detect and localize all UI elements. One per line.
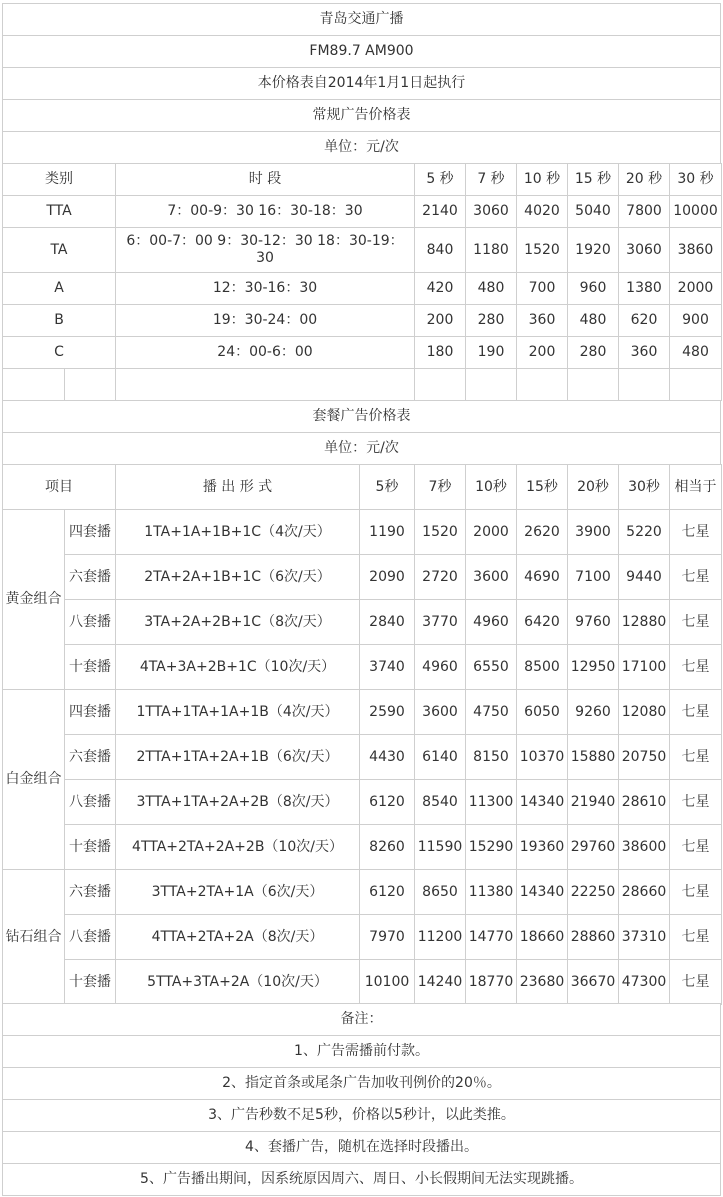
package-row-equivalent: 七星 (669, 689, 722, 735)
package-row-price: 47300 (618, 959, 670, 1005)
package-row-price: 2720 (414, 554, 466, 600)
regular-row-price: 5040 (567, 195, 619, 228)
package-row-price: 7100 (567, 554, 619, 600)
package-row-price: 14770 (465, 914, 517, 960)
package-row-format: 3TTA+2TA+1A（6次/天） (115, 869, 360, 915)
regular-row-price: 4020 (516, 195, 568, 228)
header-10s: 10 秒 (516, 163, 568, 196)
empty-cell (669, 368, 722, 401)
regular-row-price: 1380 (618, 272, 670, 305)
header-equivalent: 相当于 (669, 464, 722, 510)
package-row-price: 14340 (516, 869, 568, 915)
package-row-equivalent: 七星 (669, 599, 722, 645)
package-row-price: 20750 (618, 734, 670, 780)
package-row-format: 4TTA+2TA+2A+2B（10次/天） (115, 824, 360, 870)
header-time: 时 段 (115, 163, 415, 196)
package-group-name: 钻石组合 (2, 869, 65, 1005)
package-row-price: 12950 (567, 644, 619, 690)
regular-row-category: C (2, 336, 116, 369)
regular-row-price: 3060 (465, 195, 517, 228)
package-row-price: 6050 (516, 689, 568, 735)
regular-table-title: 常规广告价格表 (2, 99, 721, 132)
package-row-price: 3770 (414, 599, 466, 645)
package-row-format: 2TTA+1TA+2A+1B（6次/天） (115, 734, 360, 780)
package-row-price: 4960 (414, 644, 466, 690)
header-20s: 20 秒 (618, 163, 670, 196)
header-7s: 7秒 (414, 464, 466, 510)
package-row-price: 7970 (359, 914, 415, 960)
package-row-price: 8540 (414, 779, 466, 825)
package-row-price: 8650 (414, 869, 466, 915)
package-row-format: 1TTA+1TA+1A+1B（4次/天） (115, 689, 360, 735)
regular-table-unit: 单位：元/次 (2, 131, 721, 164)
package-table-unit: 单位：元/次 (2, 432, 721, 465)
note-item: 4、套播广告，随机在选择时段播出。 (2, 1131, 721, 1164)
package-row-price: 29760 (567, 824, 619, 870)
package-row-price: 37310 (618, 914, 670, 960)
package-row-price: 2000 (465, 509, 517, 555)
package-row-price: 19360 (516, 824, 568, 870)
regular-row-price: 360 (516, 304, 568, 337)
package-row-price: 22250 (567, 869, 619, 915)
package-row-equivalent: 七星 (669, 509, 722, 555)
package-row-format: 4TA+3A+2B+1C（10次/天） (115, 644, 360, 690)
package-row-price: 5220 (618, 509, 670, 555)
notes-title: 备注： (2, 1003, 721, 1036)
regular-row-price: 2000 (669, 272, 722, 305)
package-row-price: 3740 (359, 644, 415, 690)
package-row-price: 11300 (465, 779, 517, 825)
package-row-price: 8260 (359, 824, 415, 870)
package-row-price: 9260 (567, 689, 619, 735)
package-row-price: 11590 (414, 824, 466, 870)
header-item: 项目 (2, 464, 116, 510)
regular-row-time: 19：30-24：00 (115, 304, 415, 337)
header-30s: 30 秒 (669, 163, 722, 196)
package-row-equivalent: 七星 (669, 869, 722, 915)
package-row-price: 1190 (359, 509, 415, 555)
package-row-equivalent: 七星 (669, 824, 722, 870)
note-item: 3、广告秒数不足5秒，价格以5秒计，以此类推。 (2, 1099, 721, 1132)
regular-row-time: 24：00-6：00 (115, 336, 415, 369)
package-table-title: 套餐广告价格表 (2, 400, 721, 433)
package-row-type: 八套播 (64, 599, 116, 645)
package-row-price: 8150 (465, 734, 517, 780)
package-row-price: 6420 (516, 599, 568, 645)
header-30s: 30秒 (618, 464, 670, 510)
package-row-price: 10100 (359, 959, 415, 1005)
regular-row-price: 200 (516, 336, 568, 369)
frequency: FM89.7 AM900 (2, 35, 721, 68)
regular-row-time: 12：30-16：30 (115, 272, 415, 305)
package-row-equivalent: 七星 (669, 914, 722, 960)
package-row-price: 9760 (567, 599, 619, 645)
regular-row-time: 7：00-9：30 16：30-18：30 (115, 195, 415, 228)
note-item: 2、指定首条或尾条广告加收刊例价的20％。 (2, 1067, 721, 1100)
package-row-price: 12080 (618, 689, 670, 735)
package-row-price: 12880 (618, 599, 670, 645)
empty-cell (64, 368, 116, 401)
empty-cell (618, 368, 670, 401)
package-row-price: 11200 (414, 914, 466, 960)
package-row-price: 38600 (618, 824, 670, 870)
header-5s: 5 秒 (414, 163, 466, 196)
package-row-format: 3TA+2A+2B+1C（8次/天） (115, 599, 360, 645)
package-row-price: 18770 (465, 959, 517, 1005)
header-category: 类别 (2, 163, 116, 196)
package-row-type: 十套播 (64, 959, 116, 1005)
regular-row-price: 7800 (618, 195, 670, 228)
empty-cell (414, 368, 466, 401)
header-15s: 15秒 (516, 464, 568, 510)
package-row-equivalent: 七星 (669, 959, 722, 1005)
package-row-price: 2090 (359, 554, 415, 600)
regular-row-price: 3860 (669, 227, 722, 273)
package-row-price: 6140 (414, 734, 466, 780)
regular-row-category: TA (2, 227, 116, 273)
package-row-price: 4750 (465, 689, 517, 735)
regular-row-price: 1520 (516, 227, 568, 273)
package-row-price: 10370 (516, 734, 568, 780)
package-row-equivalent: 七星 (669, 554, 722, 600)
empty-cell (2, 368, 65, 401)
package-row-price: 3900 (567, 509, 619, 555)
package-row-format: 3TTA+1TA+2A+2B（8次/天） (115, 779, 360, 825)
empty-cell (115, 368, 415, 401)
regular-row-price: 10000 (669, 195, 722, 228)
package-row-type: 十套播 (64, 824, 116, 870)
package-row-price: 14340 (516, 779, 568, 825)
header-15s: 15 秒 (567, 163, 619, 196)
note-item: 5、广告播出期间，因系统原因周六、周日、小长假期间无法实现跳播。 (2, 1163, 721, 1196)
package-row-type: 十套播 (64, 644, 116, 690)
package-row-type: 四套播 (64, 509, 116, 555)
empty-cell (465, 368, 517, 401)
package-row-type: 六套播 (64, 554, 116, 600)
regular-row-category: A (2, 272, 116, 305)
package-row-format: 2TA+2A+1B+1C（6次/天） (115, 554, 360, 600)
package-row-price: 4430 (359, 734, 415, 780)
package-row-price: 21940 (567, 779, 619, 825)
package-row-price: 15880 (567, 734, 619, 780)
package-row-price: 4960 (465, 599, 517, 645)
package-row-price: 28660 (618, 869, 670, 915)
regular-row-price: 700 (516, 272, 568, 305)
package-row-price: 28610 (618, 779, 670, 825)
header-10s: 10秒 (465, 464, 517, 510)
package-row-format: 4TTA+2TA+2A（8次/天） (115, 914, 360, 960)
package-row-price: 6120 (359, 869, 415, 915)
regular-row-price: 280 (465, 304, 517, 337)
regular-row-price: 900 (669, 304, 722, 337)
regular-row-price: 180 (414, 336, 466, 369)
package-row-format: 1TA+1A+1B+1C（4次/天） (115, 509, 360, 555)
package-row-price: 2840 (359, 599, 415, 645)
package-row-type: 六套播 (64, 734, 116, 780)
package-row-equivalent: 七星 (669, 779, 722, 825)
regular-row-price: 480 (669, 336, 722, 369)
regular-row-price: 280 (567, 336, 619, 369)
package-row-price: 8500 (516, 644, 568, 690)
package-row-price: 2590 (359, 689, 415, 735)
package-row-price: 4690 (516, 554, 568, 600)
regular-row-price: 1180 (465, 227, 517, 273)
package-row-price: 11380 (465, 869, 517, 915)
header-5s: 5秒 (359, 464, 415, 510)
regular-row-price: 360 (618, 336, 670, 369)
regular-row-price: 2140 (414, 195, 466, 228)
package-row-equivalent: 七星 (669, 644, 722, 690)
empty-cell (516, 368, 568, 401)
effective-date: 本价格表自2014年1月1日起执行 (2, 67, 721, 100)
regular-row-price: 840 (414, 227, 466, 273)
package-row-price: 1520 (414, 509, 466, 555)
regular-row-time: 6：00-7：00 9：30-12：30 18：30-19：30 (115, 227, 415, 273)
package-row-price: 36670 (567, 959, 619, 1005)
package-row-type: 六套播 (64, 869, 116, 915)
package-row-price: 6120 (359, 779, 415, 825)
package-row-price: 3600 (465, 554, 517, 600)
header-7s: 7 秒 (465, 163, 517, 196)
regular-row-price: 480 (567, 304, 619, 337)
package-row-type: 四套播 (64, 689, 116, 735)
package-row-price: 18660 (516, 914, 568, 960)
regular-row-category: B (2, 304, 116, 337)
empty-cell (567, 368, 619, 401)
package-row-equivalent: 七星 (669, 734, 722, 780)
package-row-price: 2620 (516, 509, 568, 555)
header-20s: 20秒 (567, 464, 619, 510)
regular-row-price: 1920 (567, 227, 619, 273)
package-row-format: 5TTA+3TA+2A（10次/天） (115, 959, 360, 1005)
package-row-type: 八套播 (64, 914, 116, 960)
package-row-price: 28860 (567, 914, 619, 960)
station-name: 青岛交通广播 (2, 3, 721, 36)
package-row-price: 23680 (516, 959, 568, 1005)
package-group-name: 白金组合 (2, 689, 65, 870)
package-group-name: 黄金组合 (2, 509, 65, 690)
regular-row-price: 420 (414, 272, 466, 305)
note-item: 1、广告需播前付款。 (2, 1035, 721, 1068)
regular-row-price: 620 (618, 304, 670, 337)
regular-row-price: 200 (414, 304, 466, 337)
regular-row-price: 190 (465, 336, 517, 369)
package-row-type: 八套播 (64, 779, 116, 825)
package-row-price: 14240 (414, 959, 466, 1005)
package-row-price: 17100 (618, 644, 670, 690)
regular-row-price: 3060 (618, 227, 670, 273)
regular-row-price: 960 (567, 272, 619, 305)
package-row-price: 15290 (465, 824, 517, 870)
package-row-price: 9440 (618, 554, 670, 600)
package-row-price: 3600 (414, 689, 466, 735)
regular-row-category: TTA (2, 195, 116, 228)
header-format: 播 出 形 式 (115, 464, 360, 510)
regular-row-price: 480 (465, 272, 517, 305)
package-row-price: 6550 (465, 644, 517, 690)
